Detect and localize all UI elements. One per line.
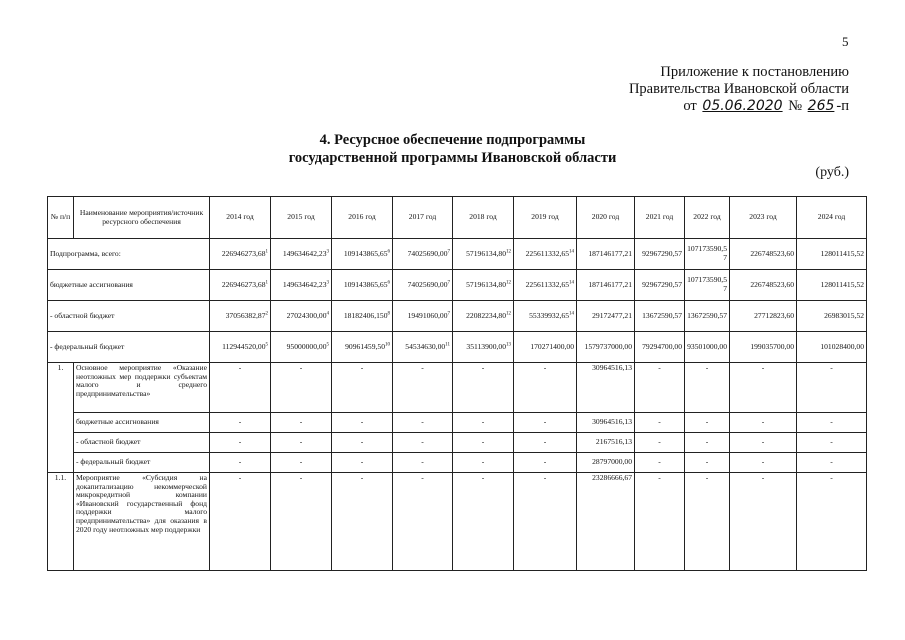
footnote-mark: 14 — [569, 249, 574, 255]
title-line-1: 4. Ресурсное обеспечение подпрограммы — [319, 132, 586, 148]
summary-row — [48, 301, 867, 332]
value-cell — [210, 332, 271, 363]
cell-value: 22082234,80 — [466, 310, 506, 320]
footnote-mark: 1 — [265, 280, 268, 286]
header-num: № п/п — [48, 197, 74, 239]
value-cell — [797, 239, 867, 270]
value-cell: - — [393, 413, 453, 433]
cell-value: 1579737000,00 — [584, 341, 632, 351]
value-cell: - — [730, 363, 797, 413]
value-cell: - — [797, 363, 867, 413]
cell-value: 199035700,00 — [750, 341, 794, 351]
event-name: Основное мероприятие «Оказание неотложных мер поддержки субъектам малого и среднего предпринимательства» — [74, 363, 210, 413]
value-cell: - — [332, 433, 393, 453]
cell-value: 170271400,00 — [530, 341, 574, 351]
number-sign: № — [788, 98, 803, 114]
value-cell — [635, 270, 685, 301]
value-cell: - — [271, 453, 332, 473]
event-subrow — [48, 413, 867, 433]
event-number: 1. — [48, 363, 74, 473]
value-cell — [453, 301, 514, 332]
value-cell — [271, 301, 332, 332]
footnote-mark: 12 — [506, 311, 511, 317]
value-cell — [685, 332, 730, 363]
event-subrow — [48, 453, 867, 473]
value-cell: - — [393, 433, 453, 453]
section-title — [0, 131, 905, 167]
cell-value: 95000000,00 — [286, 341, 327, 351]
cell-value: 109143865,65 — [343, 248, 388, 258]
value-cell: - — [271, 413, 332, 433]
footnote-mark: 3 — [326, 249, 329, 255]
value-cell: - — [210, 413, 271, 433]
cell-value: 187146177,21 — [588, 248, 632, 258]
value-cell: - — [635, 473, 685, 571]
value-cell — [797, 301, 867, 332]
value-cell: - — [210, 473, 271, 571]
value-cell — [730, 270, 797, 301]
value-cell: - — [685, 453, 730, 473]
footnote-mark: 13 — [506, 342, 511, 348]
value-cell: 2167516,13 — [577, 433, 635, 453]
footnote-mark: 7 — [447, 249, 450, 255]
title-line-2: государственной программы Ивановской области — [288, 150, 617, 166]
value-cell: - — [514, 453, 577, 473]
row-name: - федеральный бюджет — [48, 332, 210, 363]
cell-value: 187146177,21 — [588, 279, 632, 289]
value-cell — [332, 239, 393, 270]
value-cell: - — [514, 433, 577, 453]
cell-value: 79294700,00 — [642, 341, 682, 351]
value-cell — [393, 239, 453, 270]
value-cell — [797, 332, 867, 363]
footnote-mark: 10 — [385, 342, 390, 348]
value-cell: 28797000,00 — [577, 453, 635, 473]
value-cell: - — [730, 433, 797, 453]
summary-row — [48, 270, 867, 301]
cell-value: 128011415,52 — [820, 248, 864, 258]
value-cell: - — [393, 473, 453, 571]
cell-value: 90961459,50 — [345, 341, 385, 351]
value-cell: - — [797, 413, 867, 433]
value-cell — [453, 332, 514, 363]
value-cell: - — [332, 453, 393, 473]
footnote-mark: 11 — [445, 342, 450, 348]
value-cell: - — [332, 363, 393, 413]
resource-table — [47, 196, 867, 571]
cell-value: 107173590,57 — [687, 244, 727, 262]
header-line-1: Приложение к постановлению — [660, 64, 849, 80]
event-number: 1.1. — [48, 473, 74, 571]
value-cell: - — [635, 433, 685, 453]
value-cell — [332, 270, 393, 301]
cell-value: 29172477,21 — [592, 310, 632, 320]
cell-value: 149634642,23 — [282, 279, 327, 289]
cell-value: 27712823,60 — [754, 310, 794, 320]
value-cell: - — [393, 453, 453, 473]
cell-value: 226748523,60 — [750, 248, 794, 258]
value-cell: - — [730, 413, 797, 433]
header-year: 2021 год — [635, 197, 685, 239]
value-cell — [635, 332, 685, 363]
cell-value: 57196134,80 — [466, 248, 506, 258]
value-cell: - — [685, 413, 730, 433]
header-year: 2022 год — [685, 197, 730, 239]
event-row — [48, 473, 867, 571]
header-year: 2018 год — [453, 197, 514, 239]
cell-value: 57196134,80 — [466, 279, 506, 289]
value-cell: - — [635, 363, 685, 413]
value-cell: - — [210, 453, 271, 473]
value-cell — [730, 239, 797, 270]
value-cell: 30964516,13 — [577, 363, 635, 413]
decree-number: 265 — [807, 98, 835, 114]
value-cell: - — [514, 363, 577, 413]
value-cell — [577, 270, 635, 301]
footnote-mark: 7 — [447, 280, 450, 286]
header-line-2: Правительства Ивановской области — [628, 81, 849, 97]
value-cell — [393, 270, 453, 301]
cell-value: 55339932,65 — [529, 310, 569, 320]
value-cell — [514, 239, 577, 270]
value-cell: - — [453, 453, 514, 473]
value-cell: - — [210, 433, 271, 453]
value-cell — [685, 270, 730, 301]
value-cell — [271, 270, 332, 301]
value-cell: - — [635, 413, 685, 433]
cell-value: 225611332,65 — [525, 279, 569, 289]
cell-value: 226946273,68 — [221, 279, 266, 289]
value-cell: - — [332, 413, 393, 433]
value-cell: 30964516,13 — [577, 413, 635, 433]
value-cell: - — [685, 363, 730, 413]
cell-value: 35113900,00 — [466, 341, 506, 351]
value-cell: - — [797, 433, 867, 453]
value-cell — [210, 270, 271, 301]
header-year: 2023 год — [730, 197, 797, 239]
value-cell: - — [797, 473, 867, 571]
cell-value: 18182406,150 — [343, 310, 388, 320]
value-cell — [453, 239, 514, 270]
value-cell: - — [453, 413, 514, 433]
value-cell: - — [685, 433, 730, 453]
row-name: бюджетные ассигнования — [48, 270, 210, 301]
value-cell — [514, 301, 577, 332]
value-cell — [730, 301, 797, 332]
value-cell — [577, 332, 635, 363]
header-year: 2016 год — [332, 197, 393, 239]
value-cell — [271, 332, 332, 363]
page-number: 5 — [842, 34, 849, 49]
value-cell — [332, 301, 393, 332]
value-cell: - — [453, 433, 514, 453]
value-cell — [577, 239, 635, 270]
value-cell — [577, 301, 635, 332]
summary-row — [48, 332, 867, 363]
value-cell: - — [393, 363, 453, 413]
footnote-mark: 4 — [326, 311, 329, 317]
header-year: 2019 год — [514, 197, 577, 239]
cell-value: 109143865,65 — [343, 279, 388, 289]
header-line-3 — [629, 98, 849, 115]
footnote-mark: 3 — [326, 280, 329, 286]
footnote-mark: 6 — [387, 249, 390, 255]
header-year: 2020 год — [577, 197, 635, 239]
value-cell — [730, 332, 797, 363]
units-label: (руб.) — [815, 165, 849, 180]
value-cell — [635, 239, 685, 270]
value-cell: - — [514, 413, 577, 433]
header-year: 2017 год — [393, 197, 453, 239]
footnote-mark: 8 — [387, 311, 390, 317]
footnote-mark: 1 — [265, 249, 268, 255]
value-cell — [393, 301, 453, 332]
cell-value: 26983015,52 — [824, 310, 864, 320]
value-cell: - — [271, 473, 332, 571]
value-cell — [210, 301, 271, 332]
value-cell — [685, 301, 730, 332]
cell-value: 112944520,00 — [222, 341, 266, 351]
cell-value: 226946273,68 — [221, 248, 266, 258]
value-cell: - — [271, 363, 332, 413]
cell-value: 13672590,57 — [687, 310, 727, 320]
cell-value: 226748523,60 — [750, 279, 794, 289]
footnote-mark: 12 — [506, 249, 511, 255]
value-cell — [271, 239, 332, 270]
footnote-mark: 2 — [265, 311, 268, 317]
cell-value: 92967290,57 — [642, 279, 682, 289]
row-name: - областной бюджет — [48, 301, 210, 332]
cell-value: 149634642,23 — [282, 248, 327, 258]
decree-suffix: -п — [836, 98, 849, 114]
value-cell — [514, 332, 577, 363]
cell-value: 93501000,00 — [687, 341, 727, 351]
footnote-mark: 7 — [447, 311, 450, 317]
appendix-header — [629, 64, 849, 115]
value-cell: - — [797, 453, 867, 473]
footnote-mark: 5 — [265, 342, 268, 348]
event-subrow — [48, 433, 867, 453]
decree-date: 05.06.2020 — [702, 98, 783, 114]
value-cell: - — [210, 363, 271, 413]
table-header-row — [48, 197, 867, 239]
cell-value: 37056382,87 — [225, 310, 266, 320]
value-cell: - — [271, 433, 332, 453]
footnote-mark: 5 — [326, 342, 329, 348]
value-cell: - — [332, 473, 393, 571]
value-cell — [635, 301, 685, 332]
footnote-mark: 12 — [506, 280, 511, 286]
value-cell: - — [730, 453, 797, 473]
event-name: Мероприятие «Субсидия на докапитализацию некоммерческой микрокредитной компании «Ивановский государственный фонд поддержки малого предпринимательства» для оказания в 2020 году неотложных мер поддержки — [74, 473, 210, 571]
value-cell — [797, 270, 867, 301]
cell-value: 13672590,57 — [642, 310, 682, 320]
value-cell: 23286666,67 — [577, 473, 635, 571]
row-name: - федеральный бюджет — [74, 453, 210, 473]
footnote-mark: 14 — [569, 280, 574, 286]
row-name: бюджетные ассигнования — [74, 413, 210, 433]
footnote-mark: 14 — [569, 311, 574, 317]
summary-row — [48, 239, 867, 270]
value-cell — [332, 332, 393, 363]
value-cell: - — [685, 473, 730, 571]
row-name: Подпрограмма, всего: — [48, 239, 210, 270]
cell-value: 92967290,57 — [642, 248, 682, 258]
value-cell — [514, 270, 577, 301]
value-cell — [453, 270, 514, 301]
value-cell: - — [635, 453, 685, 473]
cell-value: 19491060,00 — [407, 310, 448, 320]
event-row — [48, 363, 867, 413]
cell-value: 101028400,00 — [820, 341, 864, 351]
value-cell: - — [730, 473, 797, 571]
footnote-mark: 6 — [387, 280, 390, 286]
cell-value: 74025690,00 — [407, 279, 448, 289]
cell-value: 54534630,00 — [405, 341, 446, 351]
value-cell: - — [453, 363, 514, 413]
cell-value: 225611332,65 — [525, 248, 569, 258]
value-cell: - — [453, 473, 514, 571]
cell-value: 27024300,00 — [286, 310, 327, 320]
cell-value: 107173590,57 — [687, 275, 727, 293]
header-name: Наименование мероприятия/источник ресурсного обеспечения — [74, 197, 210, 239]
header-year: 2015 год — [271, 197, 332, 239]
value-cell — [685, 239, 730, 270]
cell-value: 128011415,52 — [820, 279, 864, 289]
header-year: 2024 год — [797, 197, 867, 239]
row-name: - областной бюджет — [74, 433, 210, 453]
header-from: от — [683, 98, 697, 114]
value-cell: - — [514, 473, 577, 571]
cell-value: 74025690,00 — [407, 248, 448, 258]
value-cell — [393, 332, 453, 363]
header-year: 2014 год — [210, 197, 271, 239]
value-cell — [210, 239, 271, 270]
